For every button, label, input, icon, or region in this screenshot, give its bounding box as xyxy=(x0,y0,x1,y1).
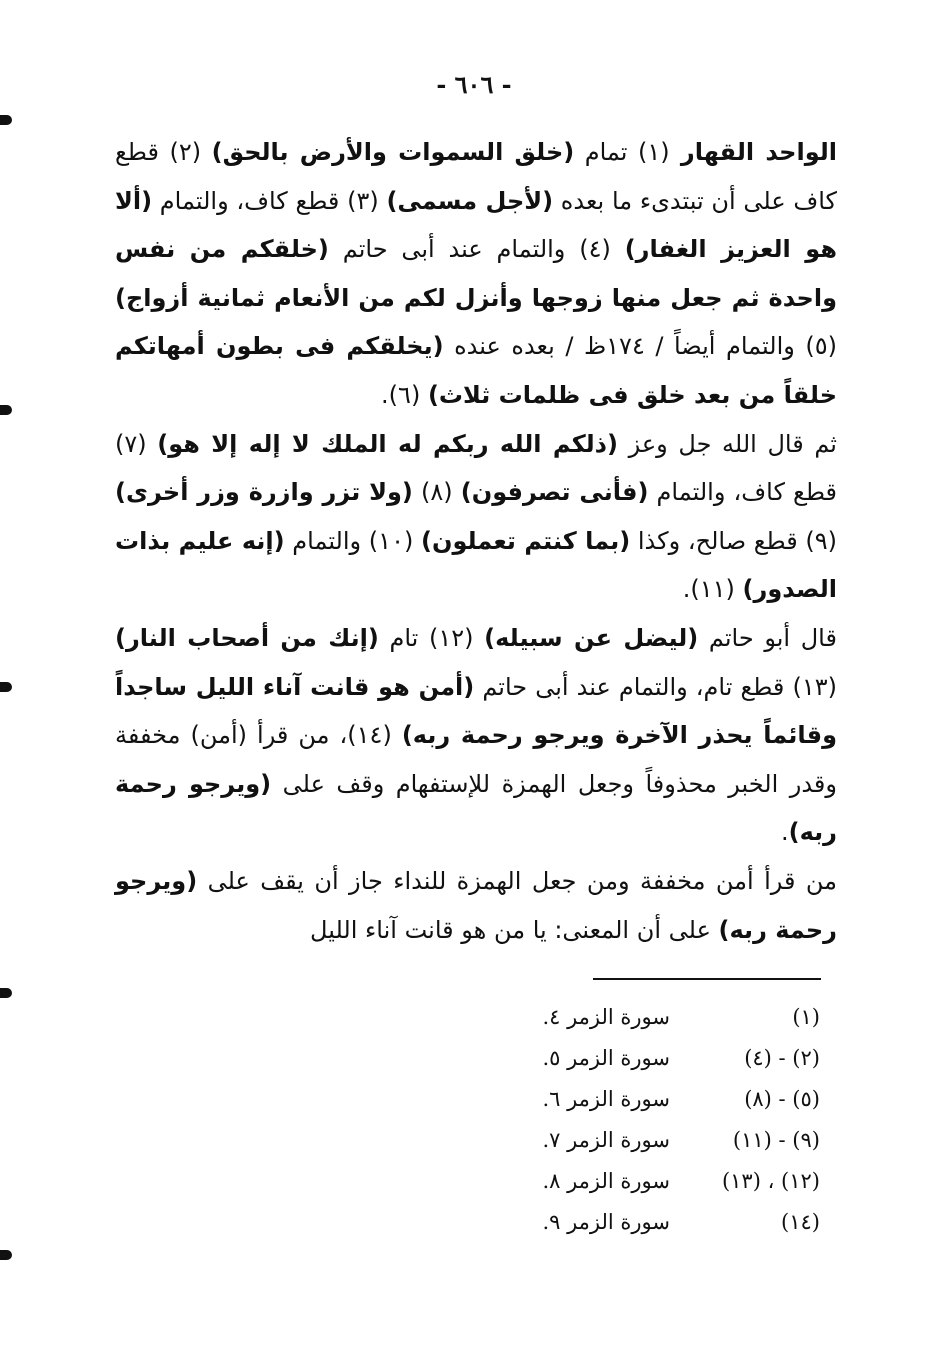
footnote-text: سورة الزمر ٤. xyxy=(542,1004,670,1029)
footnote-row xyxy=(500,1119,820,1160)
paragraph xyxy=(115,420,837,614)
footnote-row xyxy=(500,996,820,1037)
quran-quote: (خلق السموات والأرض بالحق) xyxy=(211,138,575,166)
binding-hole-mark xyxy=(0,405,12,415)
text-span: (٩) قطع صالح، وكذا xyxy=(630,526,837,555)
text-span: من قرأ أمن مخففة ومن جعل الهمزة للنداء جاز أن يقف على xyxy=(197,866,837,895)
footnote-text: سورة الزمر ٦. xyxy=(542,1086,670,1111)
text-span: قال أبو حاتم xyxy=(698,623,837,652)
body-text xyxy=(115,128,837,954)
footnote-label: (١٢) ، (١٣) xyxy=(721,1168,820,1193)
footnote-text: سورة الزمر ٥. xyxy=(542,1045,670,1070)
footnote-text: سورة الزمر ٩. xyxy=(542,1209,670,1234)
quran-quote: (ليضل عن سبيله) xyxy=(484,623,699,652)
quran-quote: (يخلقكم فى بطون أمهاتكم خلقاً من بعد خلق فى ظلمات ثلاث) xyxy=(115,332,837,409)
text-span: (١٢) تام xyxy=(378,623,485,652)
text-span: (٧) قطع كاف، والتمام xyxy=(115,429,837,507)
text-span: (١) تمام xyxy=(574,138,670,166)
paragraph xyxy=(115,614,837,857)
binding-hole-mark xyxy=(0,682,12,692)
footnote-label: (٩) - (١١) xyxy=(732,1127,820,1152)
text-span: (٣) قطع كاف، والتمام xyxy=(152,186,387,215)
text-span: (٥) والتمام أيضاً / ١٧٤ظ / بعده عنده xyxy=(443,332,838,361)
paragraph xyxy=(115,857,837,954)
text-span: . xyxy=(781,818,789,847)
text-span: (١٣) قطع تام، والتمام عند أبى حاتم xyxy=(474,672,837,701)
footnote-row xyxy=(500,1201,820,1242)
paragraph xyxy=(115,128,837,420)
footnote-label: (٢) - (٤) xyxy=(744,1045,820,1070)
footnote-row xyxy=(500,1078,820,1119)
footnote-row xyxy=(500,1160,820,1201)
quran-quote: (ويرجو رحمة ربه) xyxy=(115,769,837,847)
binding-hole-mark xyxy=(0,988,12,998)
footnote-row xyxy=(500,1037,820,1078)
text-span: (٨) xyxy=(412,478,461,507)
binding-hole-mark xyxy=(0,1250,12,1260)
quran-quote: (ألا هو العزيز الغفار) xyxy=(115,186,837,264)
text-span: (٦). xyxy=(381,380,428,409)
quran-quote: (أمن هو قانت آناء الليل ساجداً وقائماً يحذر الآخرة ويرجو رحمة ربه) xyxy=(115,672,838,750)
quran-quote: (ذلكم الله ربكم له الملك لا إله إلا هو) xyxy=(157,429,618,458)
footnote-text: سورة الزمر ٧. xyxy=(542,1127,670,1152)
quran-quote: الواحد القهار xyxy=(669,138,837,166)
text-span: (٢) قطع كاف على أن تبتدىء ما بعده xyxy=(115,138,837,215)
footnote-label: (٥) - (٨) xyxy=(744,1086,820,1111)
text-span: على أن المعنى: يا من هو قانت آناء الليل xyxy=(310,915,719,944)
quran-quote: (ولا تزر وازرة وزر أخرى) xyxy=(115,478,413,507)
footnotes-list xyxy=(500,996,820,1242)
quran-quote: (فأنى تصرفون) xyxy=(460,478,649,507)
quran-quote: (ويرجو رحمة ربه) xyxy=(115,866,837,944)
quran-quote: (لأجل مسمى) xyxy=(386,186,554,215)
footnote-label: (١٤) xyxy=(781,1209,820,1234)
quran-quote: (خلقكم من نفس واحدة ثم جعل منها زوجها وأنزل لكم من الأنعام ثمانية أزواج) xyxy=(115,235,837,312)
text-span: (١٠) والتمام xyxy=(284,526,421,555)
quran-quote: (إنه عليم بذات الصدور) xyxy=(115,526,837,604)
text-span: ثم قال الله جل وعز xyxy=(617,429,837,458)
footnote-separator xyxy=(593,978,821,980)
text-span: (١١). xyxy=(682,575,743,604)
page-number: - ٦٠٦ - xyxy=(436,70,512,99)
text-span: (١٤)، من قرأ (أمن) مخففة وقدر الخبر محذوفاً وجعل الهمزة للإستفهام وقف على xyxy=(115,721,837,798)
quran-quote: (بما كنتم تعملون) xyxy=(421,526,631,555)
footnote-text: سورة الزمر ٨. xyxy=(542,1168,670,1193)
binding-hole-mark xyxy=(0,115,12,125)
text-span: (٤) والتمام عند أبى حاتم xyxy=(328,235,625,264)
footnote-label: (١) xyxy=(792,1004,820,1029)
quran-quote: (إنك من أصحاب النار) xyxy=(115,623,379,652)
